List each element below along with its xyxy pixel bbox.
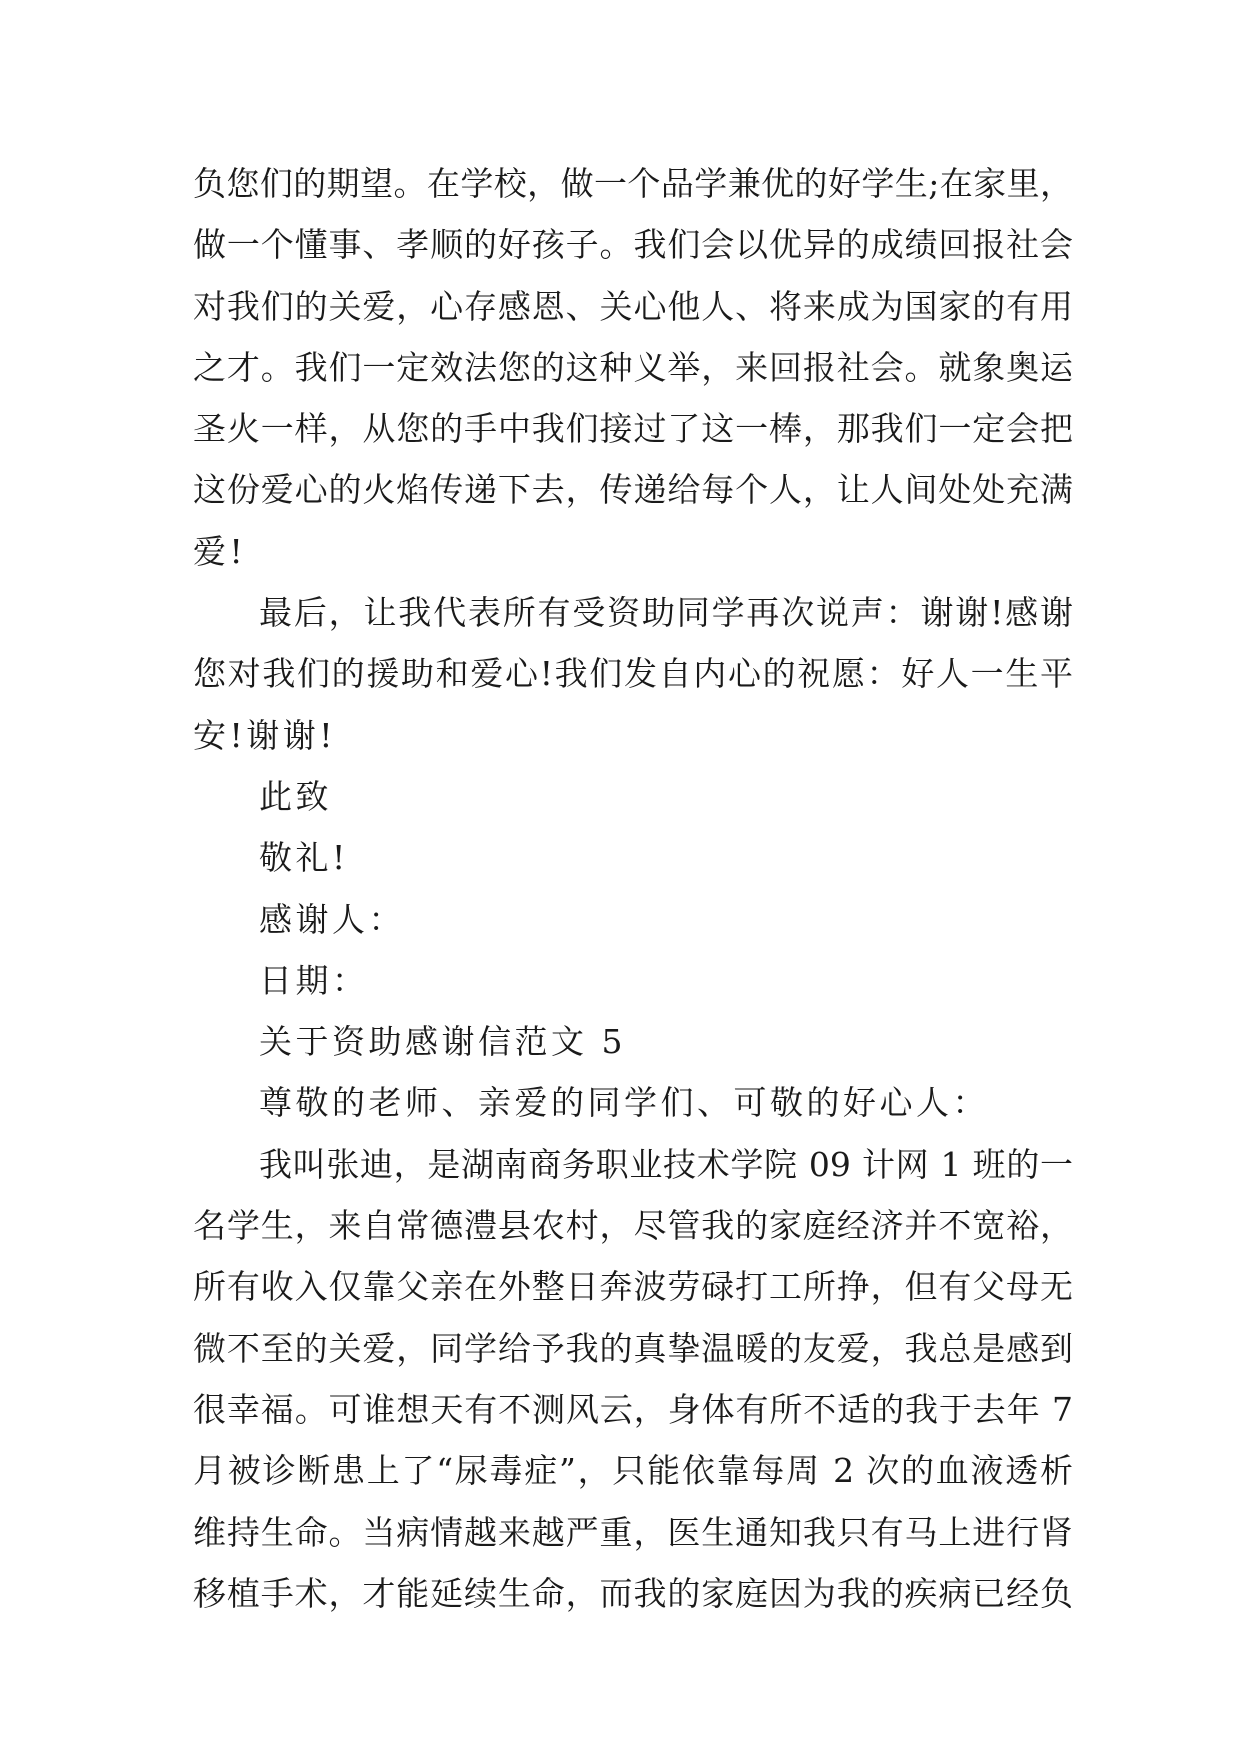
text-line: 关于资助感谢信范文 5 — [259, 1022, 626, 1062]
text-line: 对我们的关爱，心存感恩、关心他人、将来成为国家的有用 — [193, 286, 1073, 326]
text-line: 月被诊断患上了“尿毒症”，只能依靠每周 2 次的血液透析 — [193, 1451, 1073, 1491]
text-line: 感谢人： — [259, 899, 405, 939]
text-line: 爱! — [193, 531, 247, 571]
text-line: 名学生，来自常德澧县农村，尽管我的家庭经济并不宽裕， — [193, 1206, 1073, 1246]
text-line: 您对我们的援助和爱心!我们发自内心的祝愿：好人一生平 — [193, 654, 1073, 694]
text-line: 安!谢谢! — [193, 715, 337, 755]
text-line: 所有收入仅靠父亲在外整日奔波劳碌打工所挣，但有父母无 — [193, 1267, 1073, 1307]
text-line: 日期： — [259, 960, 369, 1000]
text-line: 最后，让我代表所有受资助同学再次说声：谢谢!感谢 — [259, 593, 1073, 633]
text-line: 这份爱心的火焰传递下去，传递给每个人，让人间处处充满 — [193, 470, 1073, 510]
text-line: 圣火一样，从您的手中我们接过了这一棒，那我们一定会把 — [193, 409, 1073, 449]
document-body — [193, 164, 1073, 1635]
text-line: 之才。我们一定效法您的这种义举，来回报社会。就象奥运 — [193, 347, 1073, 387]
text-line: 负您们的期望。在学校，做一个品学兼优的好学生;在家里， — [193, 164, 1073, 203]
text-line: 移植手术，才能延续生命，而我的家庭因为我的疾病已经负 — [193, 1573, 1073, 1613]
text-line: 维持生命。当病情越来越严重，医生通知我只有马上进行肾 — [193, 1512, 1073, 1552]
text-line: 我叫张迪，是湖南商务职业技术学院 09 计网 1 班的一 — [259, 1144, 1073, 1184]
text-line: 敬礼! — [259, 838, 349, 878]
text-line: 此致 — [259, 776, 332, 816]
text-line: 很幸福。可谁想天有不测风云，身体有所不适的我于去年 7 — [193, 1389, 1073, 1429]
text-line: 尊敬的老师、亲爱的同学们、可敬的好心人： — [259, 1083, 989, 1123]
text-line: 做一个懂事、孝顺的好孩子。我们会以优异的成绩回报社会 — [193, 225, 1073, 265]
text-line: 微不至的关爱，同学给予我的真挚温暖的友爱，我总是感到 — [193, 1328, 1073, 1368]
